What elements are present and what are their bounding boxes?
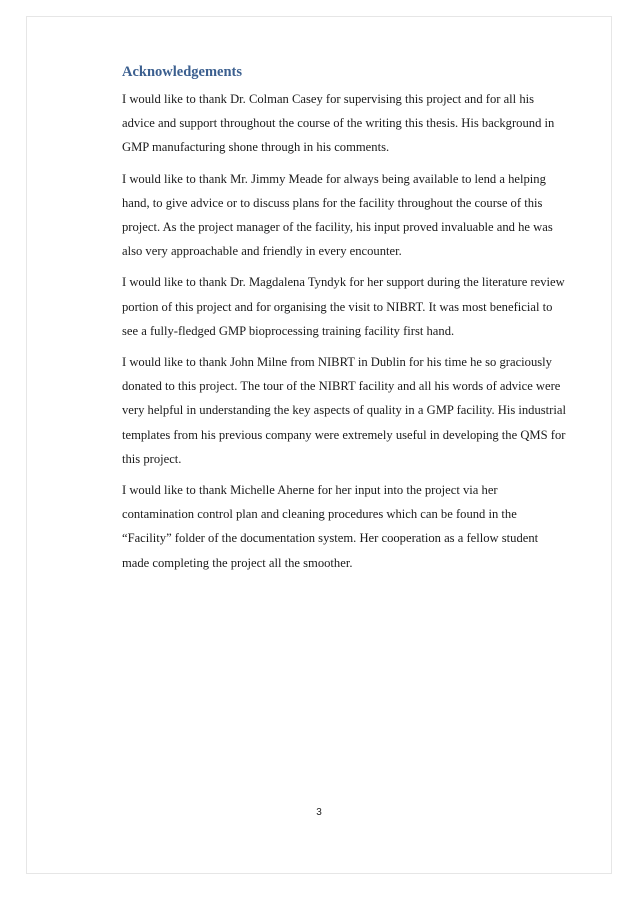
paragraph-4	[122, 350, 582, 471]
paragraph-line: templates from his previous company were extremely useful in developing the QMS for	[122, 427, 566, 442]
paragraph-line: I would like to thank John Milne from NIBRT in Dublin for his time he so graciously	[122, 355, 552, 370]
paragraph-line: I would like to thank Dr. Colman Casey for supervising this project and for all his	[122, 92, 535, 106]
paragraph-line: contamination control plan and cleaning procedures which can be found in the	[122, 507, 517, 522]
paragraph-line: very helpful in understanding the key aspects of quality in a GMP facility. His industrial	[122, 403, 566, 418]
paragraph-line: GMP manufacturing shone through in his comments.	[122, 140, 390, 155]
paragraph-5	[122, 478, 582, 575]
paragraph-3	[122, 270, 582, 343]
paragraph-line: project. As the project manager of the facility, his input proved invaluable and he was	[122, 220, 553, 235]
paragraph-line: hand, to give advice or to discuss plans for the facility throughout the course of this	[122, 195, 543, 210]
paragraph-2	[122, 167, 582, 264]
document-page	[26, 16, 612, 874]
paragraph-line: advice and support throughout the course of the writing this thesis. His background in	[122, 116, 555, 131]
paragraph-line: I would like to thank Mr. Jimmy Meade for always being available to lend a helping	[122, 171, 546, 186]
section-heading: Acknowledgements	[122, 64, 243, 80]
paragraph-line: also very approachable and friendly in every encounter.	[122, 244, 402, 259]
paragraph-line: see a fully-fledged GMP bioprocessing training facility first hand.	[122, 323, 455, 338]
paragraph-line: I would like to thank Dr. Magdalena Tyndyk for her support during the literature review	[122, 275, 565, 290]
paragraph-line: “Facility” folder of the documentation system. Her cooperation as a fellow student	[122, 531, 539, 546]
paragraph-line: I would like to thank Michelle Aherne for her input into the project via her	[122, 483, 498, 498]
paragraph-1	[122, 87, 582, 160]
paragraph-line: portion of this project and for organising the visit to NIBRT. It was most beneficial to	[122, 299, 553, 314]
paragraph-line: made completing the project all the smoother.	[122, 555, 353, 570]
page-content	[122, 63, 582, 582]
page-number: 3	[316, 807, 322, 818]
paragraph-line: donated to this project. The tour of the NIBRT facility and all his words of advice were	[122, 379, 561, 394]
paragraph-line: this project.	[122, 451, 182, 466]
